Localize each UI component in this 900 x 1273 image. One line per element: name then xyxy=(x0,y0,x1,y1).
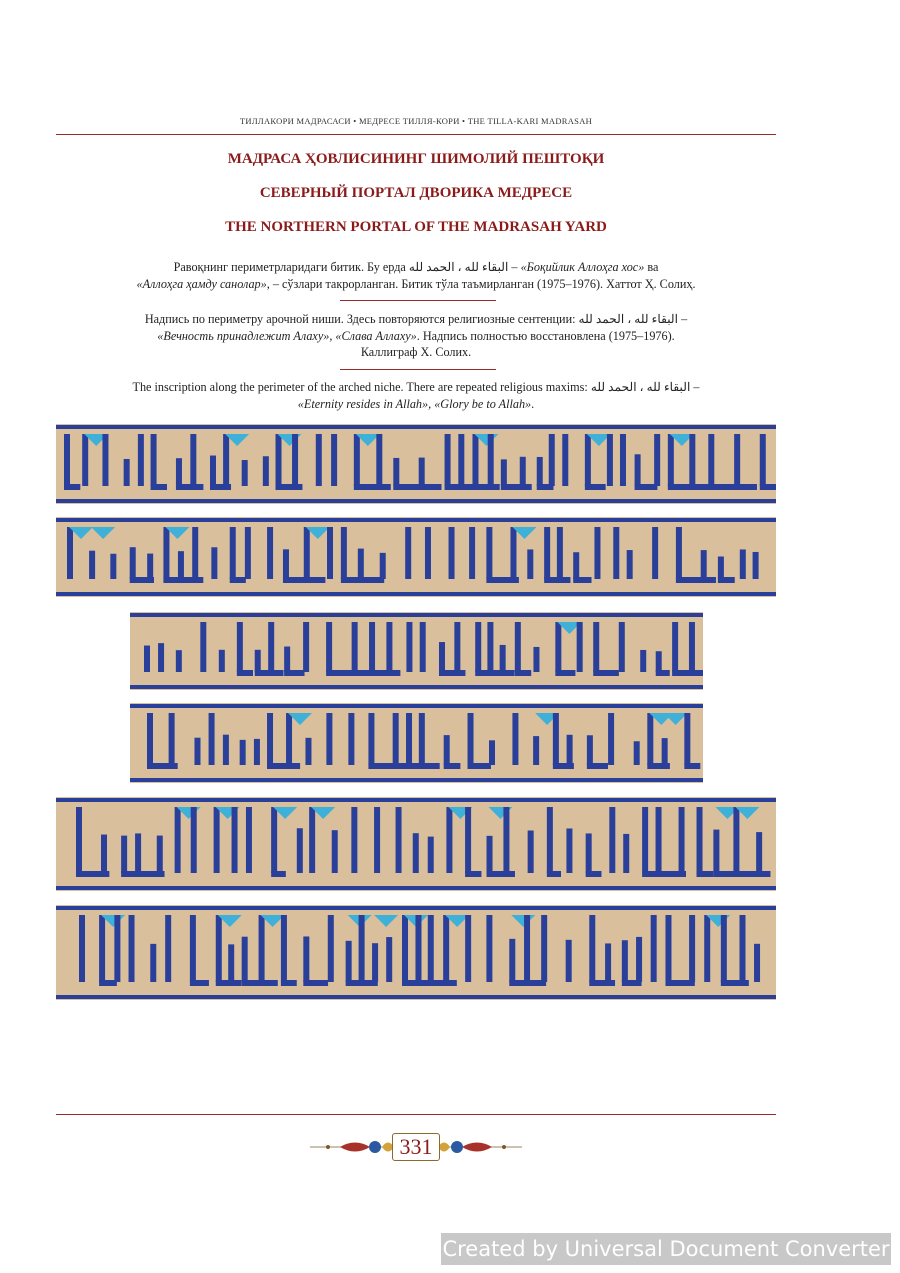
caption-english xyxy=(80,379,752,412)
arabic-phrase: البقاء لله ، الحمد لله xyxy=(590,380,691,394)
caption-text: , – сўзлари такрорланган. Битик тўла таъмирланган (1975–1976). Хаттот Ҳ. Солиҳ. xyxy=(266,276,696,291)
caption-text: – xyxy=(508,260,521,274)
footer-rule xyxy=(56,1114,776,1115)
title-uzbek: МАДРАСА ҲОВЛИСИНИНГ ШИМОЛИЙ ПЕШТОҚИ xyxy=(227,151,605,167)
caption-text: ва xyxy=(644,260,659,274)
caption-text: Равоқнинг периметрларидаги битик. Бу ерда xyxy=(173,260,409,274)
caption-italic: «Аллоҳга ҳамду санолар» xyxy=(136,276,267,291)
arabic-phrase: البقاء لله ، الحمد لله xyxy=(408,260,509,274)
caption-text: – xyxy=(678,312,688,326)
tile-inscription-photo-1 xyxy=(56,424,776,504)
caption-uzbek xyxy=(80,259,752,292)
caption-russian xyxy=(80,311,752,361)
caption-text: Каллиграф Х. Солих. xyxy=(360,345,472,359)
caption-text: . Надпись полностью восстановлена (1975–1976). xyxy=(416,328,675,343)
caption-divider xyxy=(340,300,496,301)
title-russian: СЕВЕРНЫЙ ПОРТАЛ ДВОРИКА МЕДРЕСЕ xyxy=(259,185,573,201)
caption-divider xyxy=(340,369,496,370)
title-english: THE NORTHERN PORTAL OF THE MADRASAH YARD xyxy=(225,219,607,235)
watermark: Created by Universal Document Converter xyxy=(441,1233,891,1265)
title-block xyxy=(56,148,776,250)
header-rule xyxy=(56,134,776,135)
tile-inscription-photo-4 xyxy=(130,703,703,783)
caption-text: – xyxy=(690,380,700,394)
caption-text: The inscription along the perimeter of the arched niche. There are repeated religious maxims: xyxy=(132,380,591,394)
caption-italic: «Вечность принадлежит Алаху», «Слава Аллаху» xyxy=(157,328,417,343)
arabic-phrase: البقاء لله ، الحمد لله xyxy=(578,312,679,326)
caption-italic: «Боқийлик Аллоҳга хос» xyxy=(520,260,645,274)
caption-text: . xyxy=(531,396,535,411)
caption-italic: «Eternity resides in Allah», «Glory be to Allah» xyxy=(297,396,532,411)
caption-text: Надпись по периметру арочной ниши. Здесь повторяются религиозные сентенции: xyxy=(144,312,579,326)
tile-inscription-photo-2 xyxy=(56,517,776,597)
tile-inscription-photo-5 xyxy=(56,797,776,891)
running-header: ТИЛЛАКОРИ МАДРАСАСИ • МЕДРЕСЕ ТИЛЛЯ-КОРИ • THE TILLA-KARI MADRASAH xyxy=(239,116,593,126)
tile-inscription-photo-6 xyxy=(56,905,776,1000)
tile-inscription-photo-3 xyxy=(130,612,703,690)
page-number: 331 xyxy=(392,1133,440,1161)
